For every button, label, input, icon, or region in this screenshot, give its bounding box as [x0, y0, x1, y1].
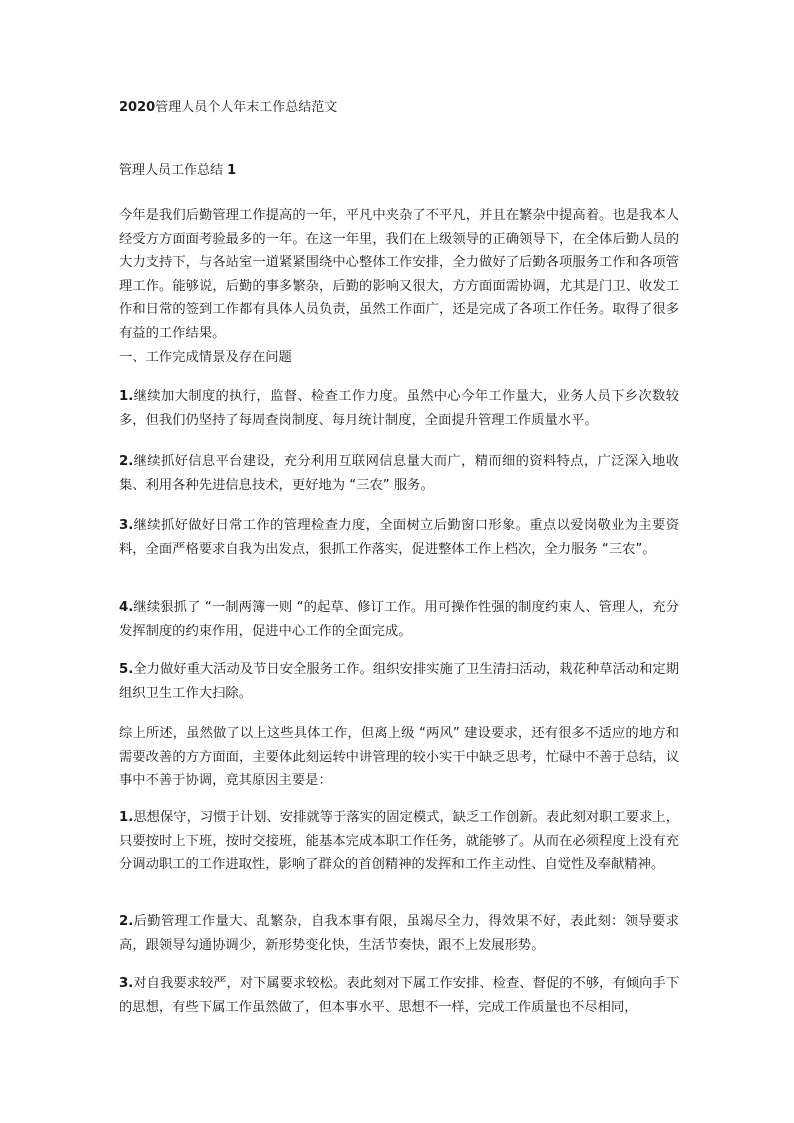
item-text: 继续抓好信息平台建设，充分利用互联网信息量大而广，精而细的资料特点，广泛深入地收集、利用各种先进信息技术，更好地为 “三农” 服务。 — [119, 454, 679, 493]
item-number: 5. — [119, 662, 134, 677]
item-text: 继续加大制度的执行，监督、检查工作力度。虽然中心今年工作量大，业务人员下乡次数较多，但我们仍坚持了每周查岗制度、每月统计制度，全面提升管理工作质量水平。 — [119, 389, 679, 428]
item-text: 思想保守，习惯于计划、安排就等于落实的固定模式，缺乏工作创新。表此刻对职工要求上，只要按时上下班，按时交接班，能基本完成本职工作任务，就能够了。从而在必须程度上没有充分调动职工的工作进取性，影响了群众的首创精神的发挥和工作主动性、自觉性及奉献精神。 — [119, 810, 679, 873]
item-number: 3. — [119, 976, 134, 991]
item-text: 后勤管理工作量大、乱繁杂，自我本事有限，虽竭尽全力，得效果不好，表此刻：领导要求高，跟领导勾通协调少，新形势变化快，生活节奏快，跟不上发展形势。 — [119, 914, 679, 953]
item-number: 4. — [119, 600, 134, 615]
document-title — [119, 99, 337, 117]
item-number: 2. — [119, 914, 134, 929]
item-number: 1. — [119, 389, 134, 404]
list-item — [119, 514, 679, 561]
section-number: 1 — [227, 163, 237, 178]
list-item — [119, 450, 679, 497]
item-text: 继续狠抓了 “一制两簿一则 “的起草、修订工作。用可操作性强的制度约束人、管理人，充分发挥制度的约束作用，促进中心工作的全面完成。 — [119, 600, 679, 639]
problem-item — [119, 972, 679, 1019]
item-number: 1. — [119, 810, 134, 825]
problem-item — [119, 806, 679, 877]
list-item — [119, 658, 679, 705]
section-title — [119, 162, 236, 180]
intro-paragraph: 今年是我们后勤管理工作提高的一年，平凡中夹杂了不平凡，并且在繁杂中提高着。也是我本人经受方方面面考验最多的一年。在这一年里，我们在上级领导的正确领导下，在全体后勤人员的大力支持下，与各站室一道紧紧围绕中心整体工作安排，全力做好了后勤各项服务工作和各项管理工作。能够说，后勤的事多繁杂，后勤的影响又很大，方方面面需协调，尤其是门卫、收发工作和日常的签到工作都有具体人员负责，虽然工作面广，还是完成了各项工作任务。取得了很多有益的工作结果。 — [119, 208, 679, 341]
item-text: 全力做好重大活动及节日安全服务工作。组织安排实施了卫生清扫活动，栽花种草活动和定期组织卫生工作大扫除。 — [119, 662, 679, 701]
item-text: 对自我要求较严，对下属要求较松。表此刻对下属工作安排、检查、督促的不够，有倾向手下的思想，有些下属工作虽然做了，但本事水平、思想不一样，完成工作质量也不尽相同， — [119, 976, 679, 1015]
title-year: 2020 — [119, 100, 156, 115]
item-number: 2. — [119, 454, 134, 469]
title-text: 管理人员个人年末工作总结范文 — [155, 100, 338, 115]
item-text: 继续抓好做好日常工作的管理检查力度，全面树立后勤窗口形象。重点以爱岗敬业为主要资料，全面严格要求自我为出发点，狠抓工作落实，促进整体工作上档次，全力服务 “三农”。 — [119, 518, 679, 557]
item-number: 3. — [119, 518, 134, 533]
problem-item — [119, 910, 679, 957]
list-item — [119, 596, 679, 643]
summary-paragraph: 综上所述，虽然做了以上这些具体工作，但离上级 “两风” 建设要求，还有很多不适应的地方和需要改善的方方面面，主要体此刻运转中讲管理的较小实干中缺乏思考，忙碌中不善于总结，议事中不善于协调，竟其原因主要是： — [119, 726, 679, 789]
section-label: 管理人员工作总结 — [119, 163, 224, 178]
section-heading: 一、工作完成情景及存在问题 — [119, 350, 292, 365]
list-item — [119, 385, 679, 432]
